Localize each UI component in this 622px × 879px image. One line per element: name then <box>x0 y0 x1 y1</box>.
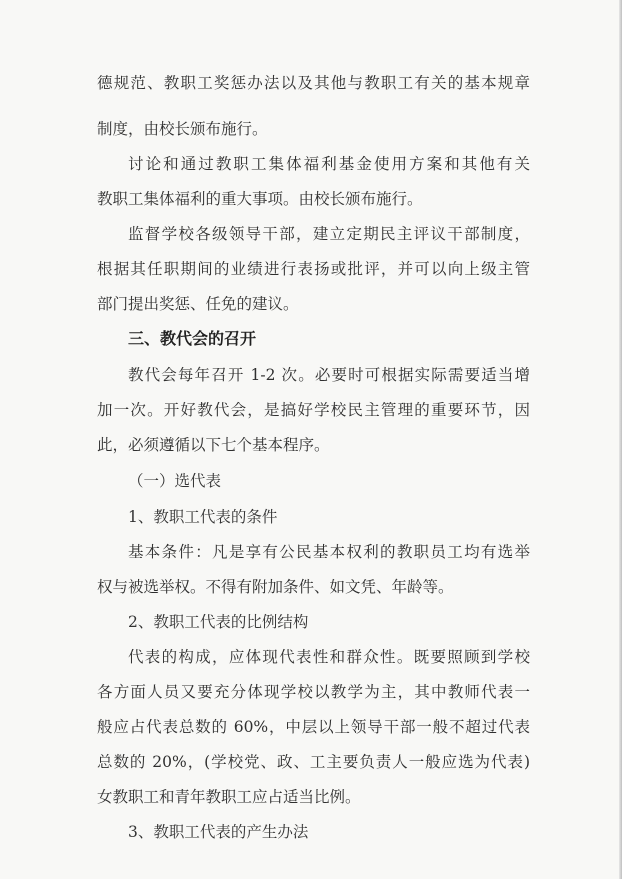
paragraph-line: 总数的 20%，(学校党、政、工主要负责人一般应选为代表) <box>97 753 530 771</box>
paragraph-line: 代表的构成，应体现代表性和群众性。既要照顾到学校 <box>128 648 530 666</box>
paragraph-line: 制度，由校长颁布施行。 <box>97 120 268 138</box>
paragraph-line: 教代会每年召开 1-2 次。必要时可根据实际需要适当增 <box>128 366 530 384</box>
paragraph-line: 根据其任职期间的业绩进行表扬或批评，并可以向上级主管 <box>97 260 530 278</box>
subheading: 2、教职工代表的比例结构 <box>128 613 309 631</box>
paragraph-line: 此，必须遵循以下七个基本程序。 <box>97 436 330 454</box>
subheading: 3、教职工代表的产生办法 <box>128 823 309 841</box>
paragraph-line: 女教职工和青年教职工应占适当比例。 <box>97 788 361 806</box>
paragraph-line: 权与被选举权。不得有附加条件、如文凭、年龄等。 <box>97 578 454 596</box>
paragraph-line: 加一次。开好教代会，是搞好学校民主管理的重要环节，因 <box>97 401 530 419</box>
paragraph-line: 各方面人员又要充分体现学校以教学为主，其中教师代表一 <box>97 683 530 701</box>
paragraph-line: 监督学校各级领导干部，建立定期民主评议干部制度， <box>128 225 530 243</box>
subheading: 1、教职工代表的条件 <box>128 508 278 526</box>
paragraph-line: 部门提出奖惩、任免的建议。 <box>97 295 299 313</box>
paragraph-line: 般应占代表总数的 60%，中层以上领导干部一般不超过代表 <box>97 718 530 736</box>
paragraph-line: 教职工集体福利的重大事项。由校长颁布施行。 <box>97 190 423 208</box>
section-heading: 三、教代会的召开 <box>128 329 257 348</box>
paragraph-line: 讨论和通过教职工集体福利基金使用方案和其他有关 <box>128 155 530 173</box>
paragraph-line: 基本条件：凡是享有公民基本权利的教职员工均有选举 <box>128 543 530 561</box>
subheading: （一）选代表 <box>128 472 222 490</box>
paragraph-line: 德规范、教职工奖惩办法以及其他与教职工有关的基本规章 <box>97 74 530 92</box>
